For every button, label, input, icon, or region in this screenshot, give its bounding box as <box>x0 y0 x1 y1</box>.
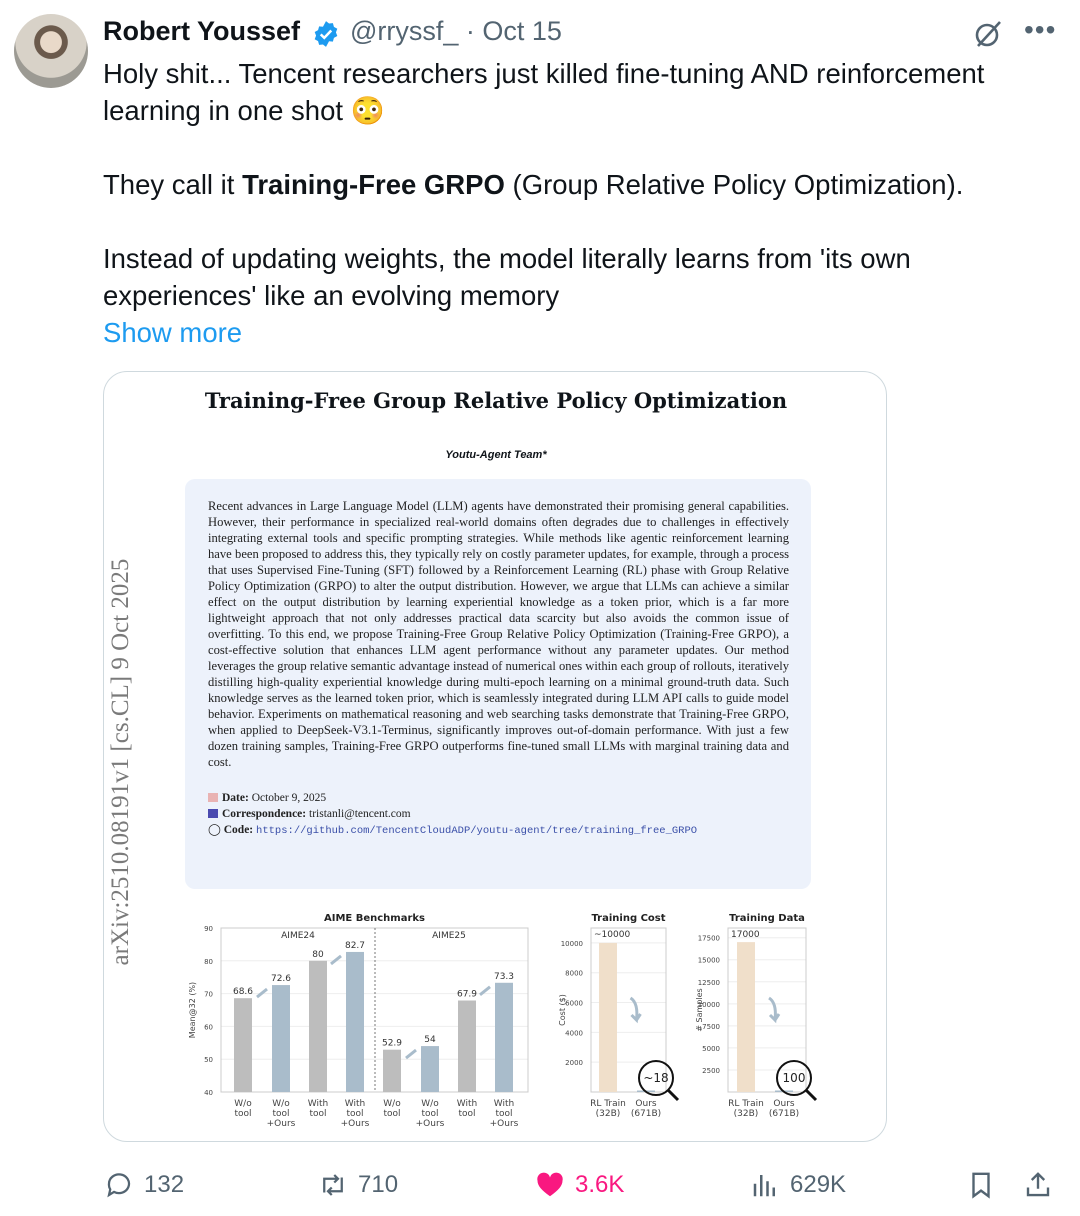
cost-chart-y-tick: 8000 <box>565 969 583 978</box>
tweet-paragraph-1: Holy shit... Tencent researchers just killed fine-tuning AND reinforcement learning in one shot 😳 <box>103 58 985 126</box>
data-chart-x-tick: RL Train <box>728 1099 764 1109</box>
correspondence-email: tristanli@tencent.com <box>309 808 411 820</box>
code-url: https://github.com/TencentCloudADP/youtu-agent/tree/training_free_GRPO <box>256 825 698 837</box>
aime-chart-x-tick: +Ours <box>340 1119 370 1129</box>
paper-meta <box>208 790 789 839</box>
aime-chart-x-tick: W/o <box>421 1099 439 1109</box>
data-chart-y-tick: 5000 <box>702 1044 720 1053</box>
like-button[interactable] <box>535 1168 624 1202</box>
verified-badge-icon <box>312 20 340 48</box>
text: They call it <box>103 169 243 200</box>
data-chart-y-tick: 15000 <box>697 956 720 965</box>
paper-title: Training-Free Group Relative Policy Optimization <box>204 388 788 413</box>
data-chart-y-tick: 7500 <box>702 1022 720 1031</box>
aime-data-label: 80 <box>312 949 324 960</box>
aime-chart-bar <box>272 985 290 1092</box>
cost-chart-data-label: ~18 <box>643 1071 669 1085</box>
aime-data-label: 67.9 <box>456 989 478 1000</box>
date-label: Date: <box>222 792 249 804</box>
text: (Group Relative Policy Optimization). <box>504 169 964 200</box>
aime-chart-x-tick: With <box>493 1099 515 1109</box>
views-button[interactable] <box>750 1168 846 1202</box>
author-name[interactable]: Robert Youssef <box>103 16 301 46</box>
tweet-paragraph-3: Instead of updating weights, the model literally learns from 'its own experiences' like an evolving memory <box>103 243 911 311</box>
correspondence-label: Correspondence: <box>222 808 307 820</box>
code-label: Code: <box>223 824 254 836</box>
decrease-arrow <box>769 998 779 1020</box>
data-chart-data-label: 100 <box>782 1071 806 1085</box>
tweet-paragraph-2 <box>103 166 1053 203</box>
data-chart-y-label: # Samples <box>695 988 704 1032</box>
cost-chart-y-tick: 2000 <box>565 1059 583 1068</box>
arxiv-id: arXiv:2510.08191v1 [cs.CL] 9 Oct 2025 <box>107 558 134 966</box>
more-options-icon[interactable]: ••• <box>1024 14 1057 45</box>
magnifier-handle <box>668 1090 678 1100</box>
aime-chart-x-tick: With <box>456 1099 478 1109</box>
share-icon <box>1023 1170 1053 1200</box>
aime-chart-x-tick: +Ours <box>266 1119 296 1129</box>
aime-chart-title: AIME Benchmarks <box>324 913 425 924</box>
data-chart-y-tick: 10000 <box>697 1000 720 1009</box>
data-chart-x-tick: (671B) <box>768 1109 800 1119</box>
aime-chart-bar <box>458 1000 476 1092</box>
aime-chart-y-tick: 80 <box>204 957 213 966</box>
aime-chart-x-tick: tool <box>495 1109 513 1119</box>
repost-count: 710 <box>358 1171 399 1198</box>
bookmark-icon <box>966 1170 996 1200</box>
aime-chart-x-tick: +Ours <box>489 1119 519 1129</box>
aime-chart-bar <box>421 1046 439 1092</box>
data-chart-x-tick: (32B) <box>733 1109 759 1119</box>
data-chart-x-tick: Ours <box>773 1099 795 1109</box>
aime-chart-x-tick: tool <box>458 1109 476 1119</box>
aime-chart-x-tick: tool <box>421 1109 439 1119</box>
cost-chart-y-tick: 4000 <box>565 1029 583 1038</box>
aime-data-label: 52.9 <box>381 1038 403 1049</box>
repost-button[interactable] <box>318 1168 398 1202</box>
views-count: 629K <box>790 1171 847 1198</box>
magnifier-handle <box>806 1090 816 1100</box>
mail-icon <box>208 809 218 818</box>
data-chart-y-tick: 17500 <box>697 934 720 943</box>
data-chart-y-tick: 12500 <box>697 978 720 987</box>
aime-chart-y-tick: 70 <box>204 990 213 999</box>
aime-chart-x-tick: tool <box>234 1109 252 1119</box>
attached-image[interactable] <box>103 371 887 1142</box>
aime-chart-bar <box>383 1050 401 1092</box>
aime-group-label: AIME25 <box>432 931 466 941</box>
reply-count: 132 <box>144 1171 185 1198</box>
data-chart-data-label: 17000 <box>731 930 760 940</box>
cost-chart-y-tick: 6000 <box>565 999 583 1008</box>
aime-chart-x-tick: W/o <box>272 1099 290 1109</box>
aime-data-label: 72.6 <box>270 974 292 985</box>
aime-chart-x-tick: tool <box>309 1109 327 1119</box>
aime-chart-x-tick: W/o <box>383 1099 401 1109</box>
improvement-arrow <box>331 956 341 964</box>
cost-chart-x-tick: (32B) <box>595 1109 621 1119</box>
charts <box>184 906 824 1136</box>
improvement-arrow <box>406 1050 416 1058</box>
repost-icon <box>318 1170 348 1200</box>
aime-chart-x-tick: tool <box>346 1109 364 1119</box>
aime-chart-y-label: Mean@32 (%) <box>188 981 197 1039</box>
like-count: 3.6K <box>575 1171 625 1198</box>
handle-and-date[interactable]: @rryssf_ · Oct 15 <box>350 16 562 46</box>
share-button[interactable] <box>1023 1168 1063 1202</box>
aime-chart-y-tick: 90 <box>204 925 213 933</box>
reply-icon <box>104 1170 134 1200</box>
improvement-arrow <box>257 989 267 997</box>
cost-chart-x-tick: (671B) <box>630 1109 662 1119</box>
data-chart-y-tick: 2500 <box>702 1066 720 1075</box>
decrease-arrow <box>631 998 641 1020</box>
aime-chart-x-tick: tool <box>383 1109 401 1119</box>
cost-chart-bar <box>599 943 617 1092</box>
calendar-icon <box>208 793 218 802</box>
aime-chart-x-tick: W/o <box>234 1099 252 1109</box>
aime-chart-bar <box>309 961 327 1092</box>
aime-chart-x-tick: With <box>307 1099 329 1109</box>
data-chart-bar <box>737 942 755 1092</box>
aime-group-label: AIME24 <box>281 931 315 941</box>
paper-author: Youtu-Agent Team* <box>445 449 547 461</box>
aime-data-label: 68.6 <box>232 987 254 998</box>
cost-chart-y-label: Cost ($) <box>558 994 567 1026</box>
bold-text: Training-Free GRPO <box>242 169 505 200</box>
aime-chart-x-tick: +Ours <box>415 1119 445 1129</box>
abstract-box <box>185 479 811 889</box>
cost-chart-title: Training Cost <box>591 913 666 924</box>
avatar[interactable] <box>14 14 88 88</box>
heart-icon <box>535 1170 565 1200</box>
cost-chart-data-label: ~10000 <box>594 930 631 940</box>
aime-chart-y-tick: 40 <box>204 1089 213 1097</box>
aime-chart-x-tick: tool <box>272 1109 290 1119</box>
aime-data-label: 73.3 <box>493 971 515 982</box>
show-more-link[interactable]: Show more <box>103 317 243 348</box>
grok-icon[interactable] <box>972 18 1004 50</box>
abstract-text: Recent advances in Large Language Model (LLM) agents have demonstrated their promising general capabilities. However, their performance in specialized real-world domains often degrades due to challenges in effectively integrating external tools and specific prompting strategies. While methods like agentic reinforcement learning have been proposed to address this, they typically rely on costly parameter updates, for example, through a process that uses Supervised Fine-Tuning (SFT) followed by a Reinforcement Learning (RL) phase with Group Relative Policy Optimization (GRPO) to alter the output distribution. However, we argue that LLMs can achieve a similar effect on the output distribution by learning experiential knowledge as a token prior, which is a far more lightweight approach that not only addresses practical data scarcity but also avoids the common issue of overfitting. To this end, we propose Training-Free Group Relative Policy Optimization (Training-Free GRPO), a cost-effective solution that enhances LLM agent performance without any parameter updates. Our method leverages the group relative semantic advantage instead of numerical ones within each group of rollouts, iteratively distilling high-quality experiential knowledge during multi-epoch learning on a minimal ground-truth data. Such knowledge serves as the learned token prior, which is seamlessly integrated during LLM API calls to guide model behavior. Experiments on mathematical reasoning and web searching tasks demonstrate that Training-Free GRPO, when applied to DeepSeek-V3.1-Terminus, significantly improves out-of-domain performance. With just a few dozen training samples, Training-Free GRPO outperforms fine-tuned small LLMs with marginal training data and cost. <box>208 499 789 769</box>
aime-chart-x-tick: With <box>344 1099 366 1109</box>
data-chart-title: Training Data <box>729 913 805 924</box>
tweet-text <box>103 55 1053 351</box>
aime-chart-bar <box>234 998 252 1092</box>
github-icon: ◯ <box>208 824 221 836</box>
aime-chart-y-tick: 60 <box>204 1023 213 1032</box>
aime-chart-bar <box>495 983 513 1092</box>
aime-chart-bar <box>346 952 364 1092</box>
aime-data-label: 82.7 <box>344 940 366 951</box>
views-icon <box>750 1170 780 1200</box>
cost-chart-x-tick: RL Train <box>590 1099 626 1109</box>
reply-button[interactable] <box>104 1168 184 1202</box>
aime-chart-y-tick: 50 <box>204 1056 213 1065</box>
bookmark-button[interactable] <box>966 1168 1006 1202</box>
cost-chart-x-tick: Ours <box>635 1099 657 1109</box>
cost-chart-y-tick: 10000 <box>560 939 583 948</box>
aime-data-label: 54 <box>424 1035 436 1046</box>
date: October 9, 2025 <box>251 792 327 804</box>
